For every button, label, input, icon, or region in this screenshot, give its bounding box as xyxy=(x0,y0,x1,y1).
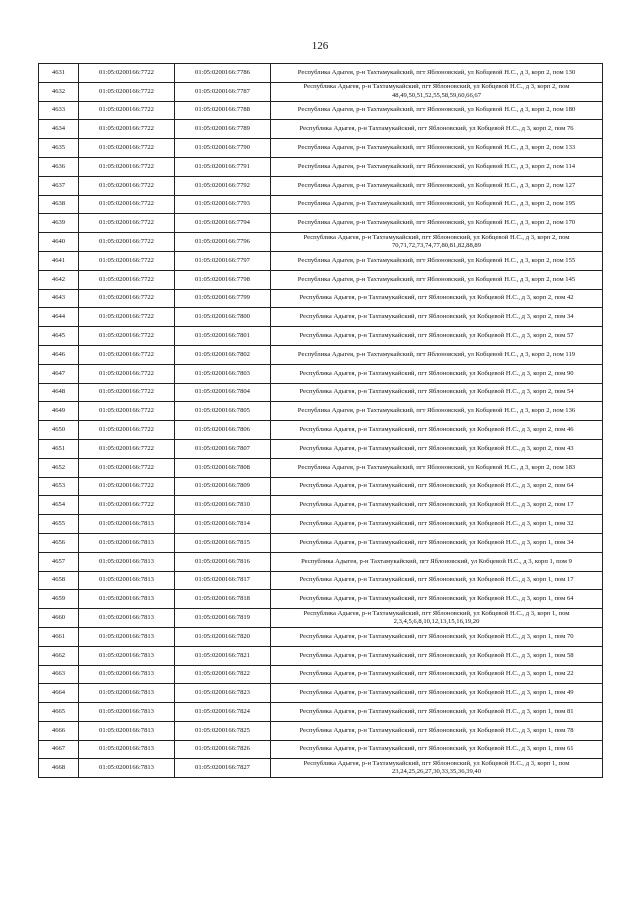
row-number-cell: 4643 xyxy=(39,289,79,308)
table-row xyxy=(39,703,603,722)
address-cell: Республика Адыгея, р-н Тахтамукайский, пгт Яблоновский, ул Кобцевой Н.С., д 3, корп 2, пом 180 xyxy=(271,101,603,120)
row-number-cell: 4631 xyxy=(39,64,79,83)
table-row xyxy=(39,176,603,195)
address-cell: Республика Адыгея, р-н Тахтамукайский, пгт Яблоновский, ул Кобцевой Н.С., д 3, корп 2, пом 136 xyxy=(271,402,603,421)
parent-cadastral-number-cell: 01:05:0200166:7722 xyxy=(79,383,175,402)
row-number-cell: 4646 xyxy=(39,345,79,364)
address-cell: Республика Адыгея, р-н Тахтамукайский, пгт Яблоновский, ул Кобцевой Н.С., д 3, корп 2, пом 183 xyxy=(271,458,603,477)
parent-cadastral-number-cell: 01:05:0200166:7722 xyxy=(79,364,175,383)
parent-cadastral-number-cell: 01:05:0200166:7722 xyxy=(79,289,175,308)
cadastral-number-cell: 01:05:0200166:7808 xyxy=(175,458,271,477)
address-cell: Республика Адыгея, р-н Тахтамукайский, пгт Яблоновский, ул Кобцевой Н.С., д 3, корп 2, пом 114 xyxy=(271,157,603,176)
parent-cadastral-number-cell: 01:05:0200166:7722 xyxy=(79,251,175,270)
parent-cadastral-number-cell: 01:05:0200166:7813 xyxy=(79,552,175,571)
row-number-cell: 4632 xyxy=(39,82,79,101)
cadastral-number-cell: 01:05:0200166:7793 xyxy=(175,195,271,214)
table-row xyxy=(39,214,603,233)
row-number-cell: 4657 xyxy=(39,552,79,571)
parent-cadastral-number-cell: 01:05:0200166:7813 xyxy=(79,665,175,684)
address-cell: Республика Адыгея, р-н Тахтамукайский, пгт Яблоновский, ул Кобцевой Н.С., д 3, корп 1, пом 61 xyxy=(271,740,603,759)
cadastral-number-cell: 01:05:0200166:7801 xyxy=(175,327,271,346)
address-cell: Республика Адыгея, р-н Тахтамукайский, пгт Яблоновский, ул Кобцевой Н.С., д 3, корп 1, пом 78 xyxy=(271,721,603,740)
parent-cadastral-number-cell: 01:05:0200166:7722 xyxy=(79,308,175,327)
row-number-cell: 4641 xyxy=(39,251,79,270)
address-cell: Республика Адыгея, р-н Тахтамукайский, пгт Яблоновский, ул Кобцевой Н.С., д 3, корп 1, пом 22 xyxy=(271,665,603,684)
table-row xyxy=(39,684,603,703)
address-cell: Республика Адыгея, р-н Тахтамукайский, пгт Яблоновский, ул Кобцевой Н.С., д 3, корп 1, пом 32 xyxy=(271,515,603,534)
row-number-cell: 4667 xyxy=(39,740,79,759)
table-row xyxy=(39,609,603,628)
table-row xyxy=(39,120,603,139)
row-number-cell: 4655 xyxy=(39,515,79,534)
address-cell: Республика Адыгея, р-н Тахтамукайский, пгт Яблоновский, ул Кобцевой Н.С., д 3, корп 2, пом 119 xyxy=(271,345,603,364)
parent-cadastral-number-cell: 01:05:0200166:7813 xyxy=(79,515,175,534)
parent-cadastral-number-cell: 01:05:0200166:7722 xyxy=(79,421,175,440)
table-row xyxy=(39,195,603,214)
cadastral-number-cell: 01:05:0200166:7805 xyxy=(175,402,271,421)
parent-cadastral-number-cell: 01:05:0200166:7722 xyxy=(79,439,175,458)
cadastral-number-cell: 01:05:0200166:7807 xyxy=(175,439,271,458)
row-number-cell: 4662 xyxy=(39,646,79,665)
address-cell: Республика Адыгея, р-н Тахтамукайский, пгт Яблоновский, ул Кобцевой Н.С., д 3, корп 1, пом 17 xyxy=(271,571,603,590)
cadastral-number-cell: 01:05:0200166:7814 xyxy=(175,515,271,534)
address-cell: Республика Адыгея, р-н Тахтамукайский, пгт Яблоновский, ул Кобцевой Н.С., д 3, корп 2, пом 155 xyxy=(271,251,603,270)
cadastral-number-cell: 01:05:0200166:7786 xyxy=(175,64,271,83)
cadastral-number-cell: 01:05:0200166:7821 xyxy=(175,646,271,665)
cadastral-number-cell: 01:05:0200166:7822 xyxy=(175,665,271,684)
cadastral-number-cell: 01:05:0200166:7794 xyxy=(175,214,271,233)
table-row xyxy=(39,157,603,176)
cadastral-number-cell: 01:05:0200166:7799 xyxy=(175,289,271,308)
address-cell: Республика Адыгея, р-н Тахтамукайский, пгт Яблоновский, ул Кобцевой Н.С., д 3, корп 2, пом 170 xyxy=(271,214,603,233)
cadastral-number-cell: 01:05:0200166:7810 xyxy=(175,496,271,515)
table-row xyxy=(39,458,603,477)
cadastral-number-cell: 01:05:0200166:7809 xyxy=(175,477,271,496)
table-row xyxy=(39,139,603,158)
table-row xyxy=(39,308,603,327)
address-cell: Республика Адыгея, р-н Тахтамукайский, пгт Яблоновский, ул Кобцевой Н.С., д 3, корп 2, пом 17 xyxy=(271,496,603,515)
row-number-cell: 4648 xyxy=(39,383,79,402)
cadastral-number-cell: 01:05:0200166:7825 xyxy=(175,721,271,740)
address-cell: Республика Адыгея, р-н Тахтамукайский, пгт Яблоновский, ул Кобцевой Н.С., д 3, корп 2, пом 133 xyxy=(271,139,603,158)
parent-cadastral-number-cell: 01:05:0200166:7813 xyxy=(79,703,175,722)
row-number-cell: 4652 xyxy=(39,458,79,477)
row-number-cell: 4665 xyxy=(39,703,79,722)
parent-cadastral-number-cell: 01:05:0200166:7813 xyxy=(79,740,175,759)
table-row xyxy=(39,327,603,346)
cadastral-number-cell: 01:05:0200166:7792 xyxy=(175,176,271,195)
row-number-cell: 4638 xyxy=(39,195,79,214)
address-cell: Республика Адыгея, р-н Тахтамукайский, пгт Яблоновский, ул Кобцевой Н.С., д 3, корп 2, пом 70,71,72,73,74,77,80,81,82,88,89 xyxy=(271,233,603,252)
parent-cadastral-number-cell: 01:05:0200166:7722 xyxy=(79,270,175,289)
parent-cadastral-number-cell: 01:05:0200166:7813 xyxy=(79,721,175,740)
table-row xyxy=(39,364,603,383)
address-cell: Республика Адыгея, р-н Тахтамукайский, пгт Яблоновский, ул Кобцевой Н.С., д 3, корп 2, пом 43 xyxy=(271,439,603,458)
row-number-cell: 4634 xyxy=(39,120,79,139)
cadastral-number-cell: 01:05:0200166:7802 xyxy=(175,345,271,364)
address-cell: Республика Адыгея, р-н Тахтамукайский, пгт Яблоновский, ул Кобцевой Н.С., д 3, корп 1, пом 23,24,25,26,27,30,33,35,36,39,40 xyxy=(271,759,603,778)
cadastral-number-cell: 01:05:0200166:7787 xyxy=(175,82,271,101)
parent-cadastral-number-cell: 01:05:0200166:7813 xyxy=(79,571,175,590)
cadastral-number-cell: 01:05:0200166:7796 xyxy=(175,233,271,252)
row-number-cell: 4642 xyxy=(39,270,79,289)
parent-cadastral-number-cell: 01:05:0200166:7722 xyxy=(79,139,175,158)
table-row xyxy=(39,740,603,759)
parent-cadastral-number-cell: 01:05:0200166:7813 xyxy=(79,533,175,552)
table-row xyxy=(39,439,603,458)
page-number: 126 xyxy=(311,40,329,52)
table-row xyxy=(39,533,603,552)
address-cell: Республика Адыгея, р-н Тахтамукайский, пгт Яблоновский, ул Кобцевой Н.С., д 3, корп 2, пом 48,49,50,51,52,55,58,59,60,66,67 xyxy=(271,82,603,101)
table-row xyxy=(39,233,603,252)
table-row xyxy=(39,101,603,120)
parent-cadastral-number-cell: 01:05:0200166:7722 xyxy=(79,214,175,233)
parent-cadastral-number-cell: 01:05:0200166:7722 xyxy=(79,176,175,195)
table-row xyxy=(39,571,603,590)
table-row xyxy=(39,251,603,270)
registry-table xyxy=(38,63,603,778)
cadastral-number-cell: 01:05:0200166:7815 xyxy=(175,533,271,552)
cadastral-number-cell: 01:05:0200166:7824 xyxy=(175,703,271,722)
parent-cadastral-number-cell: 01:05:0200166:7722 xyxy=(79,120,175,139)
cadastral-number-cell: 01:05:0200166:7816 xyxy=(175,552,271,571)
cadastral-number-cell: 01:05:0200166:7804 xyxy=(175,383,271,402)
cadastral-number-cell: 01:05:0200166:7823 xyxy=(175,684,271,703)
cadastral-number-cell: 01:05:0200166:7790 xyxy=(175,139,271,158)
parent-cadastral-number-cell: 01:05:0200166:7722 xyxy=(79,233,175,252)
row-number-cell: 4659 xyxy=(39,590,79,609)
table-row xyxy=(39,345,603,364)
row-number-cell: 4650 xyxy=(39,421,79,440)
cadastral-number-cell: 01:05:0200166:7820 xyxy=(175,627,271,646)
parent-cadastral-number-cell: 01:05:0200166:7813 xyxy=(79,627,175,646)
table-row xyxy=(39,552,603,571)
row-number-cell: 4663 xyxy=(39,665,79,684)
parent-cadastral-number-cell: 01:05:0200166:7722 xyxy=(79,496,175,515)
table-row xyxy=(39,402,603,421)
parent-cadastral-number-cell: 01:05:0200166:7722 xyxy=(79,101,175,120)
cadastral-number-cell: 01:05:0200166:7819 xyxy=(175,609,271,628)
table-row xyxy=(39,270,603,289)
address-cell: Республика Адыгея, р-н Тахтамукайский, пгт Яблоновский, ул Кобцевой Н.С., д 3, корп 2, пом 195 xyxy=(271,195,603,214)
address-cell: Республика Адыгея, р-н Тахтамукайский, пгт Яблоновский, ул Кобцевой Н.С., д 3, корп 2, пом 127 xyxy=(271,176,603,195)
row-number-cell: 4661 xyxy=(39,627,79,646)
cadastral-number-cell: 01:05:0200166:7827 xyxy=(175,759,271,778)
address-cell: Республика Адыгея, р-н Тахтамукайский, пгт Яблоновский, ул Кобцевой Н.С., д 3, корп 1, пом 70 xyxy=(271,627,603,646)
address-cell: Республика Адыгея, р-н Тахтамукайский, пгт Яблоновский, ул Кобцевой Н.С., д 3, корп 1, пом 34 xyxy=(271,533,603,552)
address-cell: Республика Адыгея, р-н Тахтамукайский, пгт Яблоновский, ул Кобцевой Н.С., д 3, корп 2, пом 42 xyxy=(271,289,603,308)
address-cell: Республика Адыгея, р-н Тахтамукайский, пгт Яблоновский, ул Кобцевой Н.С., д 3, корп 1, пом 9 xyxy=(271,552,603,571)
parent-cadastral-number-cell: 01:05:0200166:7722 xyxy=(79,458,175,477)
row-number-cell: 4645 xyxy=(39,327,79,346)
cadastral-number-cell: 01:05:0200166:7806 xyxy=(175,421,271,440)
cadastral-number-cell: 01:05:0200166:7817 xyxy=(175,571,271,590)
parent-cadastral-number-cell: 01:05:0200166:7722 xyxy=(79,345,175,364)
address-cell: Республика Адыгея, р-н Тахтамукайский, пгт Яблоновский, ул Кобцевой Н.С., д 3, корп 2, пом 90 xyxy=(271,364,603,383)
row-number-cell: 4647 xyxy=(39,364,79,383)
row-number-cell: 4656 xyxy=(39,533,79,552)
address-cell: Республика Адыгея, р-н Тахтамукайский, пгт Яблоновский, ул Кобцевой Н.С., д 3, корп 2, пом 64 xyxy=(271,477,603,496)
parent-cadastral-number-cell: 01:05:0200166:7722 xyxy=(79,327,175,346)
cadastral-number-cell: 01:05:0200166:7788 xyxy=(175,101,271,120)
row-number-cell: 4644 xyxy=(39,308,79,327)
cadastral-number-cell: 01:05:0200166:7803 xyxy=(175,364,271,383)
parent-cadastral-number-cell: 01:05:0200166:7813 xyxy=(79,590,175,609)
row-number-cell: 4660 xyxy=(39,609,79,628)
cadastral-number-cell: 01:05:0200166:7791 xyxy=(175,157,271,176)
row-number-cell: 4633 xyxy=(39,101,79,120)
address-cell: Республика Адыгея, р-н Тахтамукайский, пгт Яблоновский, ул Кобцевой Н.С., д 3, корп 1, пом 49 xyxy=(271,684,603,703)
table-row xyxy=(39,590,603,609)
parent-cadastral-number-cell: 01:05:0200166:7722 xyxy=(79,157,175,176)
cadastral-number-cell: 01:05:0200166:7800 xyxy=(175,308,271,327)
cadastral-number-cell: 01:05:0200166:7789 xyxy=(175,120,271,139)
table-row xyxy=(39,721,603,740)
cadastral-number-cell: 01:05:0200166:7818 xyxy=(175,590,271,609)
table-row xyxy=(39,515,603,534)
row-number-cell: 4637 xyxy=(39,176,79,195)
table-row xyxy=(39,646,603,665)
parent-cadastral-number-cell: 01:05:0200166:7722 xyxy=(79,64,175,83)
parent-cadastral-number-cell: 01:05:0200166:7722 xyxy=(79,402,175,421)
address-cell: Республика Адыгея, р-н Тахтамукайский, пгт Яблоновский, ул Кобцевой Н.С., д 3, корп 2, пом 145 xyxy=(271,270,603,289)
parent-cadastral-number-cell: 01:05:0200166:7722 xyxy=(79,195,175,214)
cadastral-number-cell: 01:05:0200166:7797 xyxy=(175,251,271,270)
row-number-cell: 4658 xyxy=(39,571,79,590)
cadastral-number-cell: 01:05:0200166:7826 xyxy=(175,740,271,759)
table-row xyxy=(39,82,603,101)
address-cell: Республика Адыгея, р-н Тахтамукайский, пгт Яблоновский, ул Кобцевой Н.С., д 3, корп 1, пом 2,3,4,5,6,8,10,12,13,15,16,19,20 xyxy=(271,609,603,628)
table-row xyxy=(39,496,603,515)
parent-cadastral-number-cell: 01:05:0200166:7722 xyxy=(79,82,175,101)
row-number-cell: 4651 xyxy=(39,439,79,458)
table-row xyxy=(39,383,603,402)
row-number-cell: 4636 xyxy=(39,157,79,176)
table-row xyxy=(39,665,603,684)
parent-cadastral-number-cell: 01:05:0200166:7813 xyxy=(79,609,175,628)
table-row xyxy=(39,421,603,440)
table-row xyxy=(39,289,603,308)
row-number-cell: 4654 xyxy=(39,496,79,515)
row-number-cell: 4649 xyxy=(39,402,79,421)
parent-cadastral-number-cell: 01:05:0200166:7813 xyxy=(79,684,175,703)
parent-cadastral-number-cell: 01:05:0200166:7722 xyxy=(79,477,175,496)
row-number-cell: 4668 xyxy=(39,759,79,778)
address-cell: Республика Адыгея, р-н Тахтамукайский, пгт Яблоновский, ул Кобцевой Н.С., д 3, корп 2, пом 130 xyxy=(271,64,603,83)
registry-table-body xyxy=(39,64,603,778)
address-cell: Республика Адыгея, р-н Тахтамукайский, пгт Яблоновский, ул Кобцевой Н.С., д 3, корп 2, пом 46 xyxy=(271,421,603,440)
row-number-cell: 4640 xyxy=(39,233,79,252)
address-cell: Республика Адыгея, р-н Тахтамукайский, пгт Яблоновский, ул Кобцевой Н.С., д 3, корп 1, пом 81 xyxy=(271,703,603,722)
address-cell: Республика Адыгея, р-н Тахтамукайский, пгт Яблоновский, ул Кобцевой Н.С., д 3, корп 2, пом 76 xyxy=(271,120,603,139)
address-cell: Республика Адыгея, р-н Тахтамукайский, пгт Яблоновский, ул Кобцевой Н.С., д 3, корп 2, пом 57 xyxy=(271,327,603,346)
address-cell: Республика Адыгея, р-н Тахтамукайский, пгт Яблоновский, ул Кобцевой Н.С., д 3, корп 1, пом 64 xyxy=(271,590,603,609)
cadastral-number-cell: 01:05:0200166:7798 xyxy=(175,270,271,289)
parent-cadastral-number-cell: 01:05:0200166:7813 xyxy=(79,759,175,778)
address-cell: Республика Адыгея, р-н Тахтамукайский, пгт Яблоновский, ул Кобцевой Н.С., д 3, корп 1, пом 58 xyxy=(271,646,603,665)
parent-cadastral-number-cell: 01:05:0200166:7813 xyxy=(79,646,175,665)
table-row xyxy=(39,759,603,778)
row-number-cell: 4635 xyxy=(39,139,79,158)
table-row xyxy=(39,627,603,646)
table-row xyxy=(39,64,603,83)
row-number-cell: 4639 xyxy=(39,214,79,233)
row-number-cell: 4666 xyxy=(39,721,79,740)
address-cell: Республика Адыгея, р-н Тахтамукайский, пгт Яблоновский, ул Кобцевой Н.С., д 3, корп 2, пом 34 xyxy=(271,308,603,327)
table-row xyxy=(39,477,603,496)
row-number-cell: 4653 xyxy=(39,477,79,496)
address-cell: Республика Адыгея, р-н Тахтамукайский, пгт Яблоновский, ул Кобцевой Н.С., д 3, корп 2, пом 54 xyxy=(271,383,603,402)
row-number-cell: 4664 xyxy=(39,684,79,703)
